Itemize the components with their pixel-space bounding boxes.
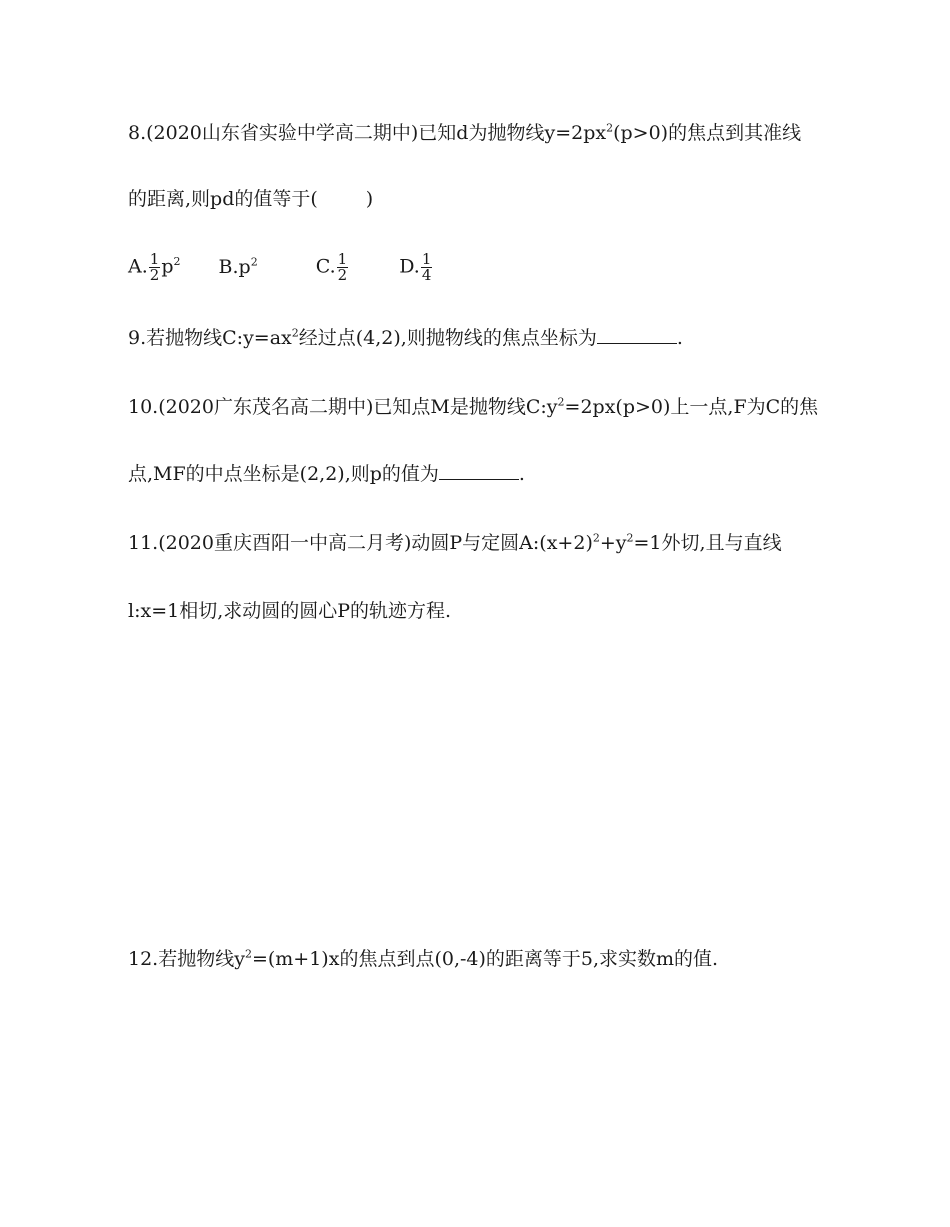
q11-text-end: =1外切,且与直线 bbox=[633, 532, 782, 554]
option-a-superscript: 2 bbox=[173, 255, 181, 269]
q9-superscript: 2 bbox=[291, 326, 299, 340]
question-10-line-1 bbox=[128, 394, 818, 420]
option-c bbox=[316, 252, 349, 283]
q11-text-line2: l:x=1相切,求动圆的圆心P的轨迹方程. bbox=[128, 600, 452, 622]
option-d-numerator: 1 bbox=[421, 250, 432, 268]
option-d-denominator: 4 bbox=[421, 266, 432, 284]
question-8-line-1 bbox=[128, 120, 801, 146]
option-a-numerator: 1 bbox=[149, 250, 160, 268]
option-a-fraction bbox=[149, 252, 161, 283]
answer-blank bbox=[597, 325, 677, 344]
q10-period: . bbox=[518, 463, 525, 485]
q10-text-cont: =2px(p>0)上一点,F为C的焦 bbox=[564, 396, 819, 418]
q9-text-cont: 经过点(4,2),则抛物线的焦点坐标为 bbox=[298, 327, 597, 349]
option-c-denominator: 2 bbox=[337, 266, 348, 284]
q8-superscript: 2 bbox=[606, 121, 614, 135]
option-d bbox=[399, 252, 433, 283]
option-b-label: B.p bbox=[218, 255, 251, 278]
q8-text-line2: 的距离,则pd的值等于( bbox=[128, 188, 318, 210]
q8-text: 8.(2020山东省实验中学高二期中)已知d为抛物线y=2px bbox=[128, 122, 607, 144]
q11-superscript-1: 2 bbox=[592, 531, 600, 545]
option-a bbox=[128, 252, 180, 283]
q9-period: . bbox=[676, 327, 683, 349]
option-a-denominator: 2 bbox=[149, 266, 160, 284]
option-c-fraction bbox=[337, 252, 349, 283]
q12-text-cont: =(m+1)x的焦点到点(0,-4)的距离等于5,求实数m的值. bbox=[251, 948, 719, 970]
option-c-numerator: 1 bbox=[337, 250, 348, 268]
question-8-line-2 bbox=[128, 186, 373, 212]
q11-text-mid: +y bbox=[599, 532, 627, 554]
q8-paren-close: ) bbox=[365, 188, 374, 210]
option-d-fraction bbox=[421, 252, 433, 283]
option-a-tail: p bbox=[161, 255, 174, 278]
q11-text: 11.(2020重庆酉阳一中高二月考)动圆P与定圆A:(x+2) bbox=[128, 532, 593, 554]
q12-superscript: 2 bbox=[244, 947, 252, 961]
option-b bbox=[219, 254, 258, 280]
option-b-superscript: 2 bbox=[250, 255, 258, 269]
q11-superscript-2: 2 bbox=[626, 531, 634, 545]
question-11-line-2 bbox=[128, 598, 451, 624]
q10-text-line2: 点,MF的中点坐标是(2,2),则p的值为 bbox=[128, 463, 439, 485]
option-c-label: C. bbox=[315, 255, 336, 278]
q12-text: 12.若抛物线y bbox=[128, 948, 245, 970]
q10-text: 10.(2020广东茂名高二期中)已知点M是抛物线C:y bbox=[128, 396, 558, 418]
option-a-label: A. bbox=[128, 255, 148, 278]
answer-blank bbox=[439, 461, 519, 480]
question-8-options bbox=[128, 252, 465, 283]
q8-text-cont: (p>0)的焦点到其准线 bbox=[613, 122, 802, 144]
q9-text: 9.若抛物线C:y=ax bbox=[128, 327, 292, 349]
question-11-line-1 bbox=[128, 530, 782, 556]
question-10-line-2 bbox=[128, 461, 525, 487]
question-9 bbox=[128, 325, 683, 351]
option-d-label: D. bbox=[399, 255, 420, 278]
question-12 bbox=[128, 946, 718, 972]
q10-superscript: 2 bbox=[557, 395, 565, 409]
